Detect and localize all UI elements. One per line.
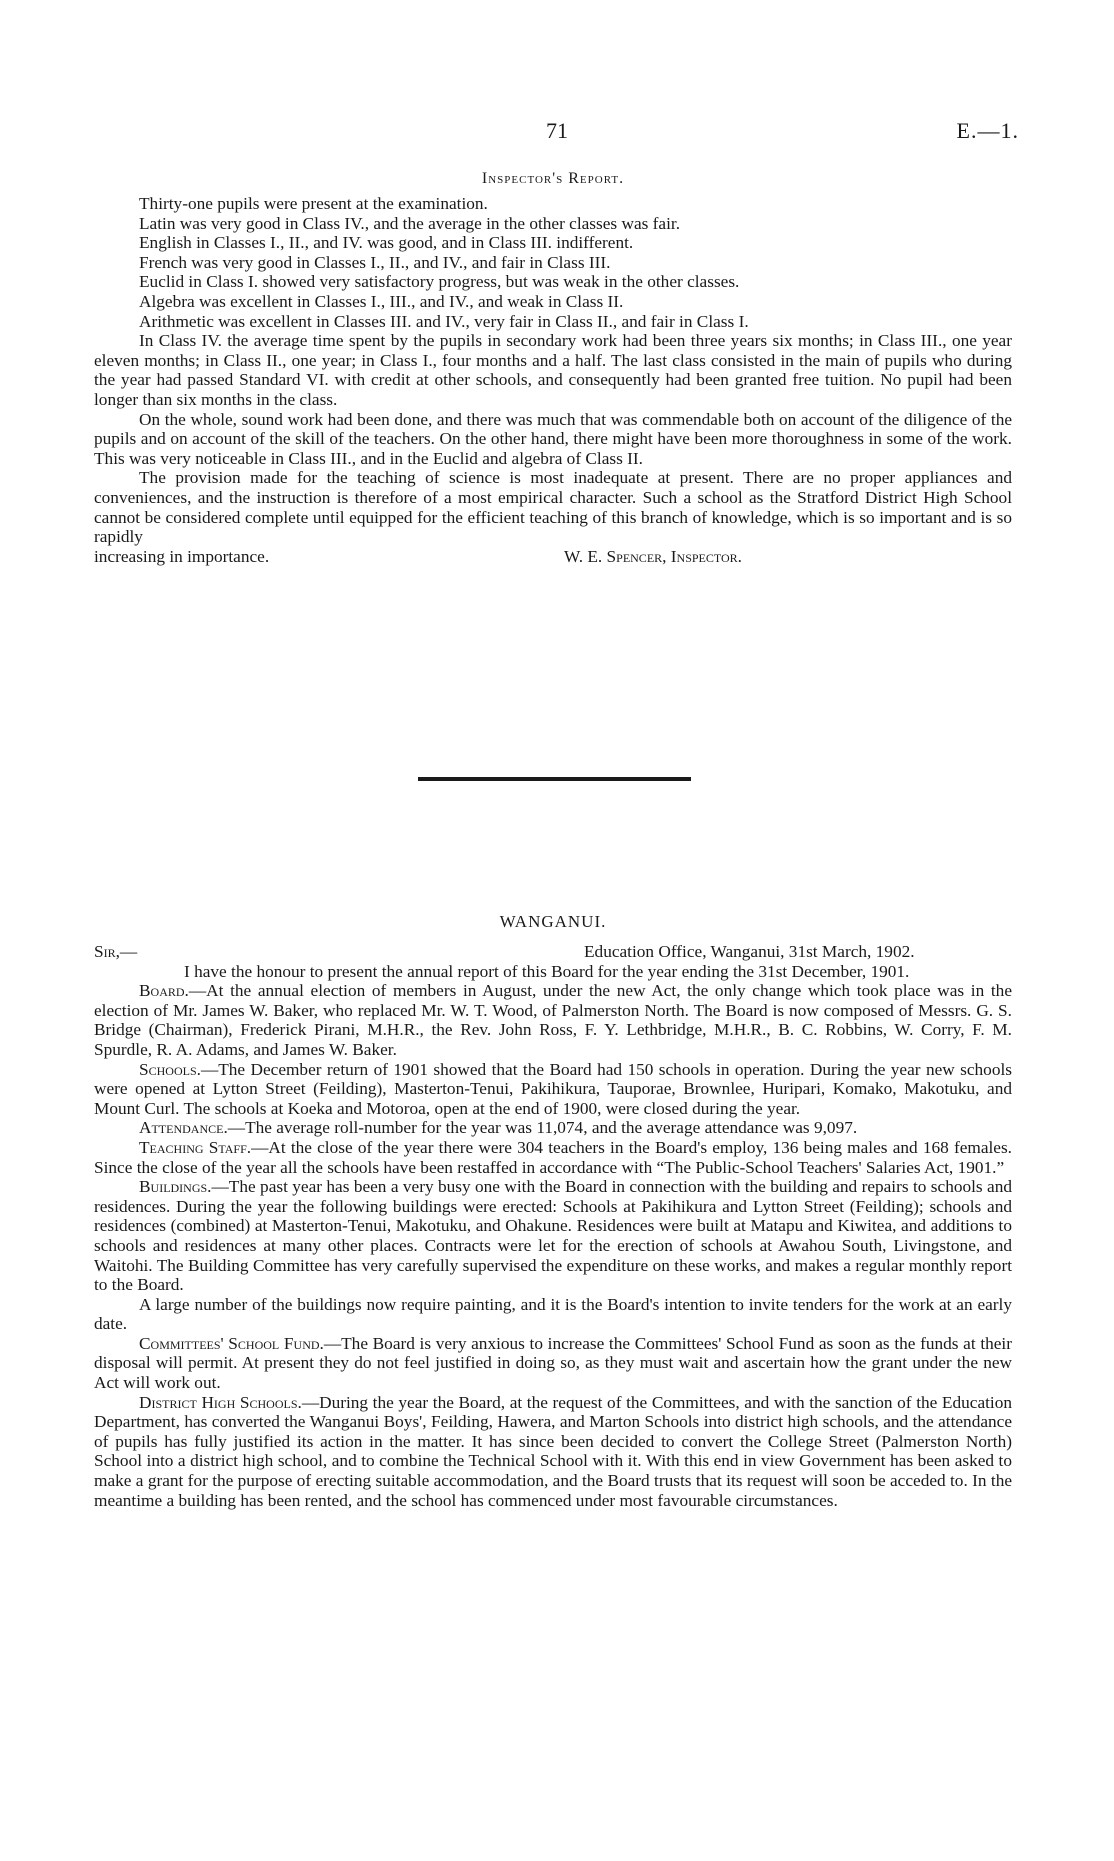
section-text: —At the annual election of members in August, under the new Act, the only change which took place was in the election of Mr. James W. Baker, who replaced Mr. W. T. Wood, of Palmerston North. The Board is now composed of Messrs. G. S. Bridge (Chairman), Frederick Pirani, M.H.R., the Rev. John Ross, F. Y. Lethbridge, M.H.R., B. C. Robbins, W. Corry, F. M. Spurdle, R. A. Adams, and James W. Baker. [94,981,1012,1059]
section-paragraph [94,1138,1012,1177]
page-number: 71 [546,118,568,143]
section-paragraph [94,1118,1012,1138]
section-title: Teaching Staff. [139,1137,252,1157]
inspector-report-section [94,170,1012,566]
report-paragraph: Thirty-one pupils were present at the examination. [139,194,488,213]
report-closing-text: increasing in importance. [94,546,270,566]
wanganui-report-section [94,912,1012,1510]
report-paragraph: On the whole, sound work had been done, and there was much that was commendable both on account of the diligence of the pupils and on account of the skill of the teachers. On the other hand, there might have been more thoroughness in some of the work. This was very noticeable in Class III., and in the Euclid and algebra of Class II. [94,409,1012,468]
section-title: District High Schools. [139,1392,302,1412]
section-divider [418,777,691,781]
section-paragraph [94,981,1012,1059]
section-paragraph [94,1334,1012,1393]
section-title: Committees' School Fund. [139,1333,324,1353]
wanganui-heading: WANGANUI. [499,912,607,931]
report-closing-line [94,547,1012,567]
section-text: —The average roll-number for the year was 11,074, and the average attendance was 9,097. [227,1118,858,1138]
section-text: —The Board is very anxious to increase the Committees' School Fund as soon as the funds at their disposal will permit. At present they do not feel justified in doing so, as they must wait and ascertain how the grant under the new Act will work out. [94,1333,1012,1393]
section-text: —At the close of the year there were 304 teachers in the Board's employ, 136 being males and 168 females. Since the close of the year all the schools have been restaffed in accordance with “The Public-School Teachers' Salaries Act, 1901.” [94,1137,1013,1177]
report-paragraph: In Class IV. the average time spent by the pupils in secondary work had been three years six months; in Class III., one year eleven months; in Class II., one year; in Class I., four months and a half. The last class consisted in the main of pupils who during the year had passed Standard VI. with credit at other schools, and consequently had been granted free tuition. No pupil had been longer than six months in the class. [94,331,1012,409]
report-paragraph: Euclid in Class I. showed very satisfactory progress, but was weak in the other classes. [139,272,740,292]
report-paragraph: Latin was very good in Class IV., and the average in the other classes was fair. [139,213,681,233]
document-reference: E.—1. [956,118,1019,143]
section-title: Schools. [139,1059,201,1079]
section-title: Board. [139,981,189,1001]
inspector-signature: W. E. Spencer, Inspector. [563,546,742,566]
section-text: —The December return of 1901 showed that the Board had 150 schools in operation. During the year new schools were opened at Lytton Street (Feilding), Masterton-Tenui, Pakihikura, Tauporae, Brownlee, Huripari, Komako, Makotuku, and Mount Curl. The schools at Koeka and Motoroa, open at the end of 1900, were closed during the year. [94,1059,1012,1118]
section-title: Attendance. [139,1118,228,1138]
letter-header [94,942,1012,962]
section-paragraph [94,1177,1012,1295]
section-title: Buildings. [139,1177,212,1197]
intro-paragraph: I have the honour to present the annual report of this Board for the year ending the 31st December, 1901. [184,961,910,981]
report-paragraph: French was very good in Classes I., II., and IV., and fair in Class III. [139,252,611,272]
section-text: A large number of the buildings now require painting, and it is the Board's intention to invite tenders for the work at an early date. [94,1294,1012,1334]
section-text: —The past year has been a very busy one with the Board in connection with the building and repairs to schools and residences. During the year the following buildings were erected: Schools at Pakihikura and Lytton Street (Feilding); schools and residences (combined) at Masterton-Tenui, Makotuku, and Ohakune. Residences were built at Matapu and Kiwitea, and additions to schools and residences at many other places. Contracts were let for the erection of schools at Awahou South, Livingstone, and Waitohi. The Building Committee has very carefully supervised the expenditure on these works, and makes a regular monthly report to the Board. [94,1177,1012,1295]
report-paragraph: The provision made for the teaching of science is most inadequate at present. There are no proper appliances and conveniences, and the instruction is therefore of a most empirical character. Such a school as the Stratford District High School cannot be considered complete until equipped for the efficient teaching of this branch of knowledge, which is so important and is so rapidly [94,468,1012,547]
section-paragraph [94,1060,1012,1119]
report-paragraph: English in Classes I., II., and IV. was good, and in Class III. indifferent. [139,233,634,253]
section-paragraph [94,1295,1012,1334]
section-text: —During the year the Board, at the request of the Committees, and with the sanction of the Education Department, has converted the Wanganui Boys', Feilding, Hawera, and Marton Schools into district high schools, and the attendance of pupils has fully justified its action in the matter. It has since been decided to convert the College Street (Palmerston North) School into a district high school, and to combine the Technical School with it. With this end in view Government has been asked to make a grant for the purpose of erecting suitable accommodation, and the Board trusts that its request will soon be acceded to. In the meantime a building has been rented, and the school has commenced under most favourable circumstances. [94,1392,1012,1510]
inspector-report-caption: Inspector's Report. [481,170,625,187]
report-paragraph: Arithmetic was excellent in Classes III. and IV., very fair in Class II., and fair in Class I. [139,311,749,331]
dateline: Education Office, Wanganui, 31st March, 1902. [584,942,915,961]
report-paragraph: Algebra was excellent in Classes I., III., and IV., and weak in Class II. [139,291,624,311]
salutation: Sir,— [94,942,138,961]
section-paragraph [94,1393,1012,1511]
